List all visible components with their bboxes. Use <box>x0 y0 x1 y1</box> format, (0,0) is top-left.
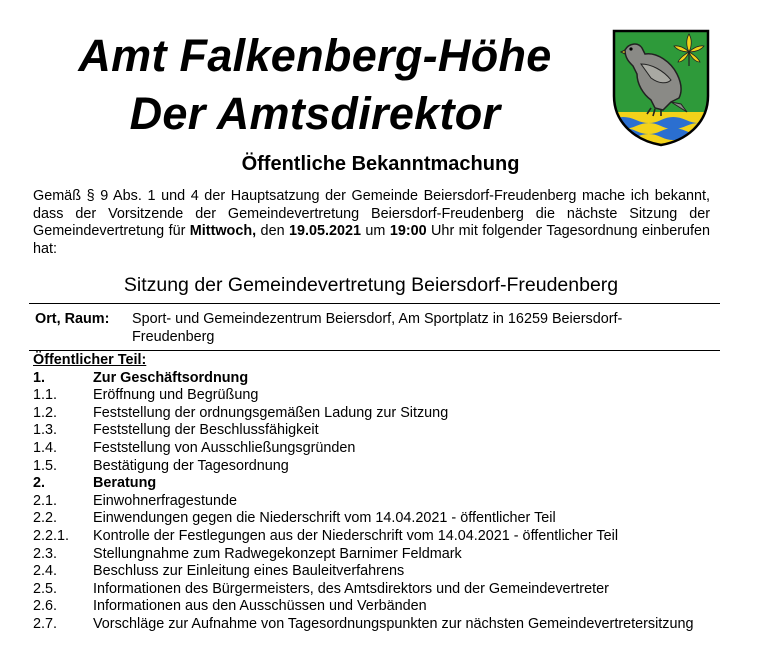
agenda-item-number: 2.7. <box>33 615 58 632</box>
meeting-time: 19:00 <box>389 223 427 239</box>
office-title: Amt Falkenberg-Höhe <box>78 30 552 81</box>
agenda-item-text: Stellungnahme zum Radwegekonzept Barnimer Feldmark <box>93 545 462 562</box>
agenda-item-text: Eröffnung und Begrüßung <box>93 387 259 404</box>
agenda-item <box>33 546 733 564</box>
agenda-item-text: Feststellung der ordnungsgemäßen Ladung zur Sitzung <box>93 404 449 421</box>
agenda-item-text: Beschluss zur Einleitung eines Bauleitverfahrens <box>93 563 405 580</box>
agenda-item-text: Bestätigung der Tagesordnung <box>93 457 289 474</box>
agenda-item-number: 1.3. <box>33 422 58 439</box>
coat-of-arms-icon <box>611 28 711 148</box>
agenda-item-text: Zur Geschäftsordnung <box>93 369 249 386</box>
agenda-item-text: Feststellung von Ausschließungsgründen <box>93 439 356 456</box>
agenda-item-text: Informationen aus den Ausschüssen und Verbänden <box>93 598 427 615</box>
agenda-item <box>33 510 733 528</box>
intro-text-1: Gemäß § 9 Abs. 1 und 4 der Hauptsatzung der Gemeinde Beiersdorf-Freudenberg mache ich bekannt, dass der Vorsitzende der Gemeindevertretung Beiersdorf-Freudenberg die nächste Sitzung der Gemeindevertretung für <box>33 188 710 239</box>
divider-bottom <box>29 350 720 351</box>
agenda-list <box>33 352 733 634</box>
agenda-item-number: 1.4. <box>33 439 58 456</box>
agenda-item <box>33 387 733 405</box>
agenda-item-number: 1.1. <box>33 387 58 404</box>
agenda-item-number: 2. <box>33 475 46 492</box>
agenda-item <box>33 598 733 616</box>
agenda-item-number: 2.4. <box>33 563 58 580</box>
divider-top <box>29 303 720 304</box>
agenda-item <box>33 422 733 440</box>
intro-text-2: den <box>256 223 289 239</box>
meeting-date: 19.05.2021 <box>288 223 362 239</box>
notice-heading: Öffentliche Bekanntmachung <box>241 153 520 175</box>
agenda-item-text: Feststellung der Beschlussfähigkeit <box>93 422 319 439</box>
agenda-item-number: 2.6. <box>33 598 58 615</box>
agenda-item <box>33 458 733 476</box>
intro-text-3: um <box>361 223 390 239</box>
location-label: Ort, Raum: <box>35 311 110 327</box>
agenda-item-number: 1.2. <box>33 404 58 421</box>
agenda-item <box>33 370 733 388</box>
agenda-item-number: 2.2. <box>33 510 58 527</box>
agenda-item-text: Beratung <box>93 475 157 492</box>
agenda-item <box>33 563 733 581</box>
agenda-item <box>33 581 733 599</box>
agenda-item-number: 2.1. <box>33 492 58 509</box>
agenda-item <box>33 405 733 423</box>
agenda-item-number: 1.5. <box>33 457 58 474</box>
agenda-item-number: 2.3. <box>33 545 58 562</box>
intro-text-4: Uhr mit folgender Tagesordnung einberufen hat: <box>33 223 710 257</box>
agenda-item-text: Kontrolle der Festlegungen aus der Niederschrift vom 14.04.2021 - öffentlicher Teil <box>93 527 619 544</box>
agenda-item <box>33 440 733 458</box>
meeting-weekday: Mittwoch, <box>189 223 257 239</box>
agenda-item <box>33 616 733 634</box>
session-title: Sitzung der Gemeindevertretung Beiersdorf-Freudenberg <box>123 274 619 296</box>
agenda-item <box>33 528 733 546</box>
agenda-item-number: 1. <box>33 369 46 386</box>
intro-paragraph <box>33 188 710 258</box>
agenda-item-text: Vorschläge zur Aufnahme von Tagesordnungspunkten zur nächsten Gemeindevertretersitzung <box>93 615 694 632</box>
public-section-heading: Öffentlicher Teil: <box>33 352 147 368</box>
agenda-item-text: Informationen des Bürgermeisters, des Amtsdirektors und der Gemeindevertreter <box>93 580 609 597</box>
agenda-item <box>33 475 733 493</box>
agenda-rows <box>33 370 733 634</box>
agenda-item-text: Einwendungen gegen die Niederschrift vom 14.04.2021 - öffentlicher Teil <box>93 510 556 527</box>
location-value: Sport- und Gemeindezentrum Beiersdorf, Am Sportplatz in 16259 Beiersdorf-Freudenberg <box>132 311 623 345</box>
agenda-item-number: 2.2.1. <box>33 527 70 544</box>
agenda-item <box>33 493 733 511</box>
agenda-item-text: Einwohnerfragestunde <box>93 492 238 509</box>
director-title: Der Amtsdirektor <box>129 88 501 139</box>
agenda-item-number: 2.5. <box>33 580 58 597</box>
